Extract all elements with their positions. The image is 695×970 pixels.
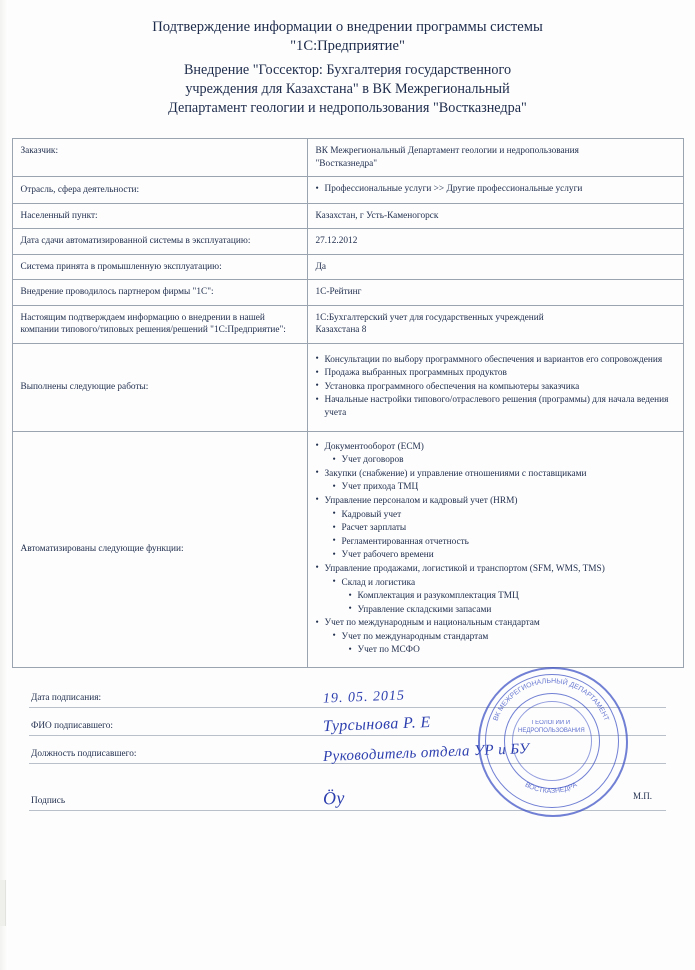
list-item: • Учет прихода ТМЦ (316, 481, 675, 494)
list-item: • Установка программного обеспечения на компьютеры заказчика (316, 381, 675, 394)
confirmation-line-2: Казахстана 8 (315, 325, 367, 336)
list-item: • Управление складскими запасами (316, 604, 675, 617)
signature-value-position (309, 741, 666, 766)
row-label-commission-date: Дата сдачи автоматизированной системы в эксплуатацию: (12, 229, 307, 255)
list-item: • Профессиональные услуги >> Другие профессиональные услуги (316, 183, 675, 196)
scan-edge-artifact (0, 0, 8, 970)
page-title-line-2: "1С:Предприятие" (290, 38, 405, 54)
signature-row-position (29, 736, 666, 764)
row-label-confirmation: Настоящим подтверждаем информацию о внедрении в нашей компании типового/типовых решения/решений "1С:Предприятие": (12, 305, 307, 343)
row-value-works (307, 343, 683, 431)
signature-row-name (29, 708, 666, 736)
row-value-confirmation (307, 305, 683, 343)
handwritten-date: 19. 05. 2015 (322, 688, 406, 707)
row-label-works: Выполнены следующие работы: (12, 343, 307, 431)
confirmation-line-1: 1С:Бухгалтерский учет для государственных учреждений (315, 312, 544, 323)
document-title-block (0, 0, 695, 124)
signature-value-signature (309, 788, 666, 810)
table-row (12, 177, 683, 204)
handwritten-position: Руководитель отдела УР и БУ (322, 741, 530, 766)
row-value-city: Казахстан, г Усть-Каменогорск (307, 203, 683, 229)
list-item: • Управление персоналом и кадровый учет (HRM) (316, 495, 675, 508)
row-label-customer: Заказчик: (12, 139, 307, 177)
row-label-city: Населенный пункт: (12, 203, 307, 229)
list-item: • Учет рабочего времени (316, 549, 675, 562)
page-title-line-1: Подтверждение информации о внедрении программы системы (152, 19, 543, 35)
row-value-partner: 1С-Рейтинг (307, 280, 683, 306)
list-item: • Учет по международным стандартам (316, 631, 675, 644)
row-value-production-accepted: Да (307, 254, 683, 280)
table-row (12, 254, 683, 280)
signature-label-signature: Подпись (31, 796, 66, 807)
list-item: • Учет договоров (316, 454, 675, 467)
handwritten-name: Турсынова Р. Е (322, 714, 431, 736)
row-label-partner: Внедрение проводилось партнером фирмы "1С": (12, 280, 307, 306)
stamp-center-text: ГЕОЛОГИИ И НЕДРОПОЛЬЗОВАНИЯ (518, 720, 585, 735)
signature-value-name (309, 716, 666, 735)
list-item: • Продажа выбранных программных продуктов (316, 367, 675, 380)
row-value-functions (307, 431, 683, 668)
list-item: • Начальные настройки типового/отраслевого решения (программы) для начала ведения учета (316, 394, 675, 419)
mp-mark: М.П. (632, 791, 652, 802)
signature-value-date (309, 689, 666, 707)
signature-row-signature (29, 764, 666, 811)
scan-edge-tick (0, 880, 6, 926)
signature-label-date: Дата подписания: (31, 693, 102, 704)
list-item: • Учет по международным и национальным стандартам (316, 617, 675, 630)
page-subtitle-line-3: Департамент геологии и недропользования "Востказнедра" (168, 100, 527, 116)
table-row (12, 431, 683, 668)
list-item: • Склад и логистика (316, 577, 675, 590)
list-item: • Комплектация и разукомплектация ТМЦ (316, 590, 675, 603)
functions-bullet-list (316, 441, 675, 658)
list-item: • Закупки (снабжение) и управление отношениями с поставщиками (316, 468, 675, 481)
signature-section (29, 680, 666, 811)
row-value-commission-date: 27.12.2012 (307, 229, 683, 255)
page-subtitle-line-1: Внедрение "Госсектор: Бухгалтерия государственного (183, 62, 512, 78)
stamp-top-text: ВК МЕЖРЕГИОНАЛЬНЫЙ ДЕПАРТАМЕНТ (492, 678, 610, 723)
list-item: • Учет по МСФО (316, 644, 675, 657)
industry-bullet-list (316, 183, 675, 196)
handwritten-signature: Ӧу (322, 787, 346, 809)
list-item: • Документооборот (ECM) (316, 441, 675, 454)
list-item: • Управление продажами, логистикой и транспортом (SFM, WMS, TMS) (316, 563, 675, 576)
table-row (12, 305, 683, 343)
table-row (12, 203, 683, 229)
signature-label-position: Должность подписавшего: (31, 749, 137, 760)
works-bullet-list (316, 354, 675, 420)
stamp-bottom-text: ВОСТКАЗНЕДРА (523, 781, 579, 796)
list-item: • Регламентированная отчетность (316, 536, 675, 549)
signature-row-date (29, 680, 666, 708)
table-row (12, 343, 683, 431)
table-row (12, 139, 683, 177)
list-item: • Кадровый учет (316, 509, 675, 522)
customer-line-1: ВК Межрегиональный Департамент геологии и недропользования (315, 146, 579, 156)
row-value-industry (307, 177, 683, 204)
page-subtitle-line-2: учреждения для Казахстана" в ВК Межрегиональный (185, 81, 510, 97)
row-label-industry: Отрасль, сфера деятельности: (12, 177, 307, 204)
table-row (12, 229, 683, 255)
signature-label-name: ФИО подписавшего: (31, 721, 113, 732)
customer-line-2: "Востказнедра" (315, 158, 378, 169)
list-item: • Расчет зарплаты (316, 522, 675, 535)
implementation-info-table (12, 138, 684, 668)
list-item: • Консультации по выбору программного обеспечения и вариантов его сопровождения (316, 354, 675, 367)
table-row (12, 280, 683, 306)
row-label-functions: Автоматизированы следующие функции: (12, 431, 307, 668)
row-value-customer (307, 139, 683, 177)
row-label-production-accepted: Система принята в промышленную эксплуатацию: (12, 254, 307, 280)
